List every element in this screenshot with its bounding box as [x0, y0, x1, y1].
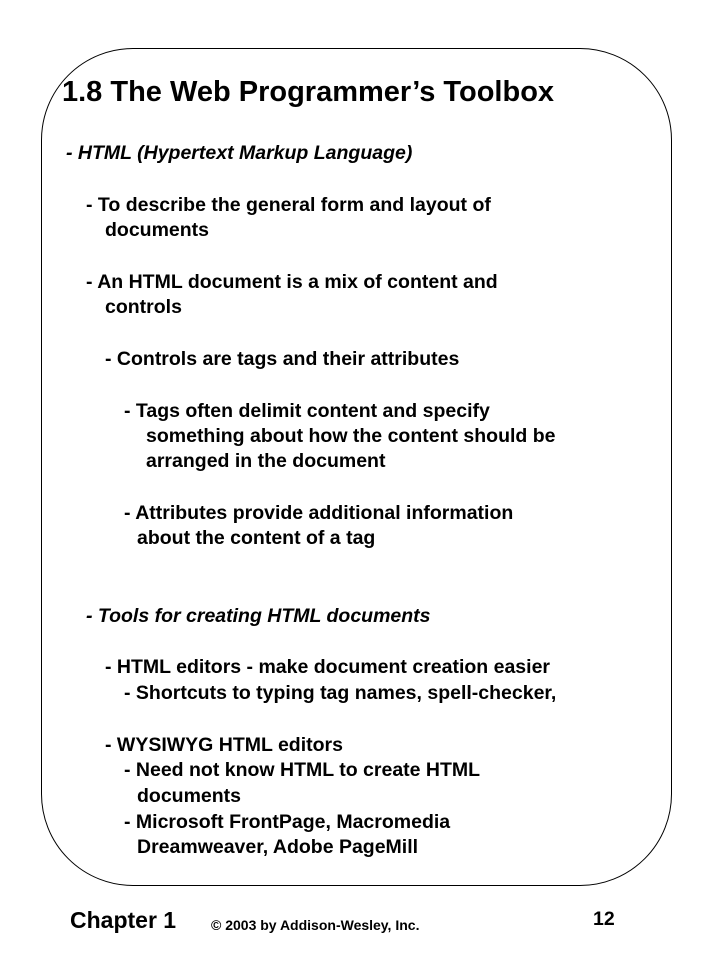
page-number: 12: [593, 908, 615, 930]
bullet-attributes-cont: about the content of a tag: [137, 527, 376, 549]
bullet-attributes: - Attributes provide additional information: [124, 502, 514, 524]
bullet-tags-delimit-cont2: arranged in the document: [146, 450, 386, 472]
bullet-mix-content-cont: controls: [105, 296, 182, 318]
bullet-html-heading: - HTML (Hypertext Markup Language): [66, 142, 413, 164]
bullet-describe-form: - To describe the general form and layout of: [86, 194, 491, 216]
bullet-microsoft-frontpage-cont: Dreamweaver, Adobe PageMill: [137, 836, 419, 858]
bullet-describe-form-cont: documents: [105, 219, 210, 241]
bullet-microsoft-frontpage: - Microsoft FrontPage, Macromedia: [124, 811, 451, 833]
bullet-tags-delimit-cont1: something about how the content should be: [146, 425, 556, 447]
bullet-shortcuts: - Shortcuts to typing tag names, spell-checker,: [124, 682, 557, 704]
bullet-controls-tags: - Controls are tags and their attributes: [105, 348, 460, 370]
bullet-wysiwyg: - WYSIWYG HTML editors: [105, 734, 343, 756]
bullet-need-not-know-cont: documents: [137, 785, 242, 807]
bullet-html-editors: - HTML editors - make document creation easier: [105, 656, 551, 678]
bullet-tools-heading: - Tools for creating HTML documents: [86, 605, 431, 627]
bullet-mix-content: - An HTML document is a mix of content and: [86, 271, 498, 293]
footer-chapter: Chapter 1: [70, 907, 177, 933]
slide-title: 1.8 The Web Programmer’s Toolbox: [62, 76, 555, 108]
bullet-need-not-know: - Need not know HTML to create HTML: [124, 759, 481, 781]
bullet-tags-delimit: - Tags often delimit content and specify: [124, 400, 490, 422]
footer-copyright: © 2003 by Addison-Wesley, Inc.: [211, 917, 420, 933]
